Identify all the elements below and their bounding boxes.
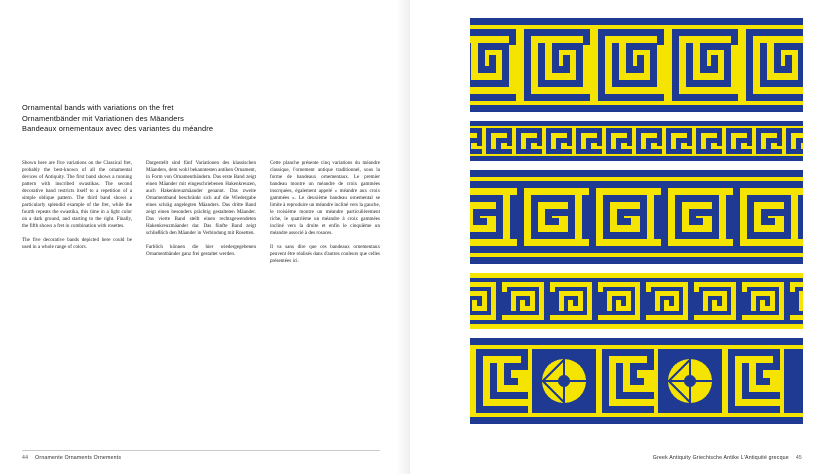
band-4-svg bbox=[470, 273, 803, 329]
title-block bbox=[22, 103, 362, 135]
ornament-plate bbox=[470, 18, 803, 433]
paragraph: Il va sans dire que ces bandeaux ornementaux peuvent être réalisés dans d'autres couleurs que celles présentées ici. bbox=[270, 244, 380, 264]
footer-rule-left bbox=[22, 450, 380, 451]
column-english bbox=[22, 160, 132, 272]
footer-caption-left: Ornamente Ornaments Ornements bbox=[35, 455, 122, 461]
band-5-svg bbox=[470, 338, 803, 424]
footer-caption-right: Greek Antiquity Griechische Antike L'Antiquité grecque bbox=[652, 455, 789, 461]
footer-right bbox=[653, 455, 802, 461]
band-1-swastika-fret bbox=[470, 18, 803, 112]
title-fr: Bandeaux ornementaux avec des variantes du méandre bbox=[22, 124, 214, 134]
footer-left bbox=[22, 455, 121, 461]
paragraph: Dargestellt sind fünf Variationen des klassischen Mäanders, dem wohl bekanntesten antiken Ornament, in Form von Ornamentbändern. Das erste Band zeigt einen Mäander mit eingeschriebenen Hakenkreuzen, auch Hakenkreuzmäander genannt. Das zweite Ornamentband beschränkt sich auf die Wiedergabe eines schräg angelegten Mäanders. Das dritte Band zeigt einen besonders prächtig gestalteten Mäander. Das vierte Band stellt einen rechtsgewendeten Hakenkreuzmäander dar. Das fünfte Band zeigt schließlich den Mäander in Verbindung mit Rosetten. bbox=[146, 160, 256, 236]
paragraph: Shown here are five variations on the Classical fret, probably the best-known of all the ornamental devices of Antiquity. The first band shows a running pattern with inscribed swastikas. The second decorative band restricts itself to a repetition of a simple oblique pattern. The third band shows a particularly splendid example of the fret, while the fourth repeats the swastika, this time in a light color on a dark ground, and starting to the right. Finally, the fifth shows a fret in combination with rosettes. bbox=[22, 160, 132, 229]
right-page bbox=[410, 0, 820, 474]
band-4-reversed-swastika-fret bbox=[470, 273, 803, 329]
text-columns bbox=[22, 160, 382, 272]
band-2-svg bbox=[470, 121, 803, 161]
column-french bbox=[270, 160, 380, 272]
paragraph: Farblich können die hier wiedergegebenen Ornamentbänder ganz frei gestaltet werden. bbox=[146, 244, 256, 257]
title-en: Ornamental bands with variations on the fret bbox=[22, 103, 174, 112]
band-1-svg bbox=[470, 18, 803, 112]
band-5-fret-with-rosettes bbox=[470, 338, 803, 424]
page-number-left: 44 bbox=[22, 455, 29, 461]
band-2-oblique-fret bbox=[470, 121, 803, 161]
band-3-svg bbox=[470, 170, 803, 264]
column-german bbox=[146, 160, 256, 272]
paragraph: The five decorative bands depicted here could be used in a whole range of colors. bbox=[22, 237, 132, 250]
band-3-ornate-fret bbox=[470, 170, 803, 264]
title-de: Ornamentbänder mit Variationen des Mäanders bbox=[22, 113, 185, 123]
paragraph: Cette planche présente cinq variations du méandre classique, l'ornement antique traditionnel, sous la forme de bandeaux ornementaux. Le premier bandeau montre un méandre de croix gammées inscrquées, également appelé « méandre aux croix gammées ». Le deuxième bandeau ornemental se limite à reproduire un méandre incliné vers la gauche, le troisième montre un méandre particulièrement riche, le quatrième un méandre à croix gammées incliné vers la droite et enfin le cinquième un méandre associé à des rosaces. bbox=[270, 160, 380, 236]
page-number-right: 45 bbox=[795, 455, 802, 461]
